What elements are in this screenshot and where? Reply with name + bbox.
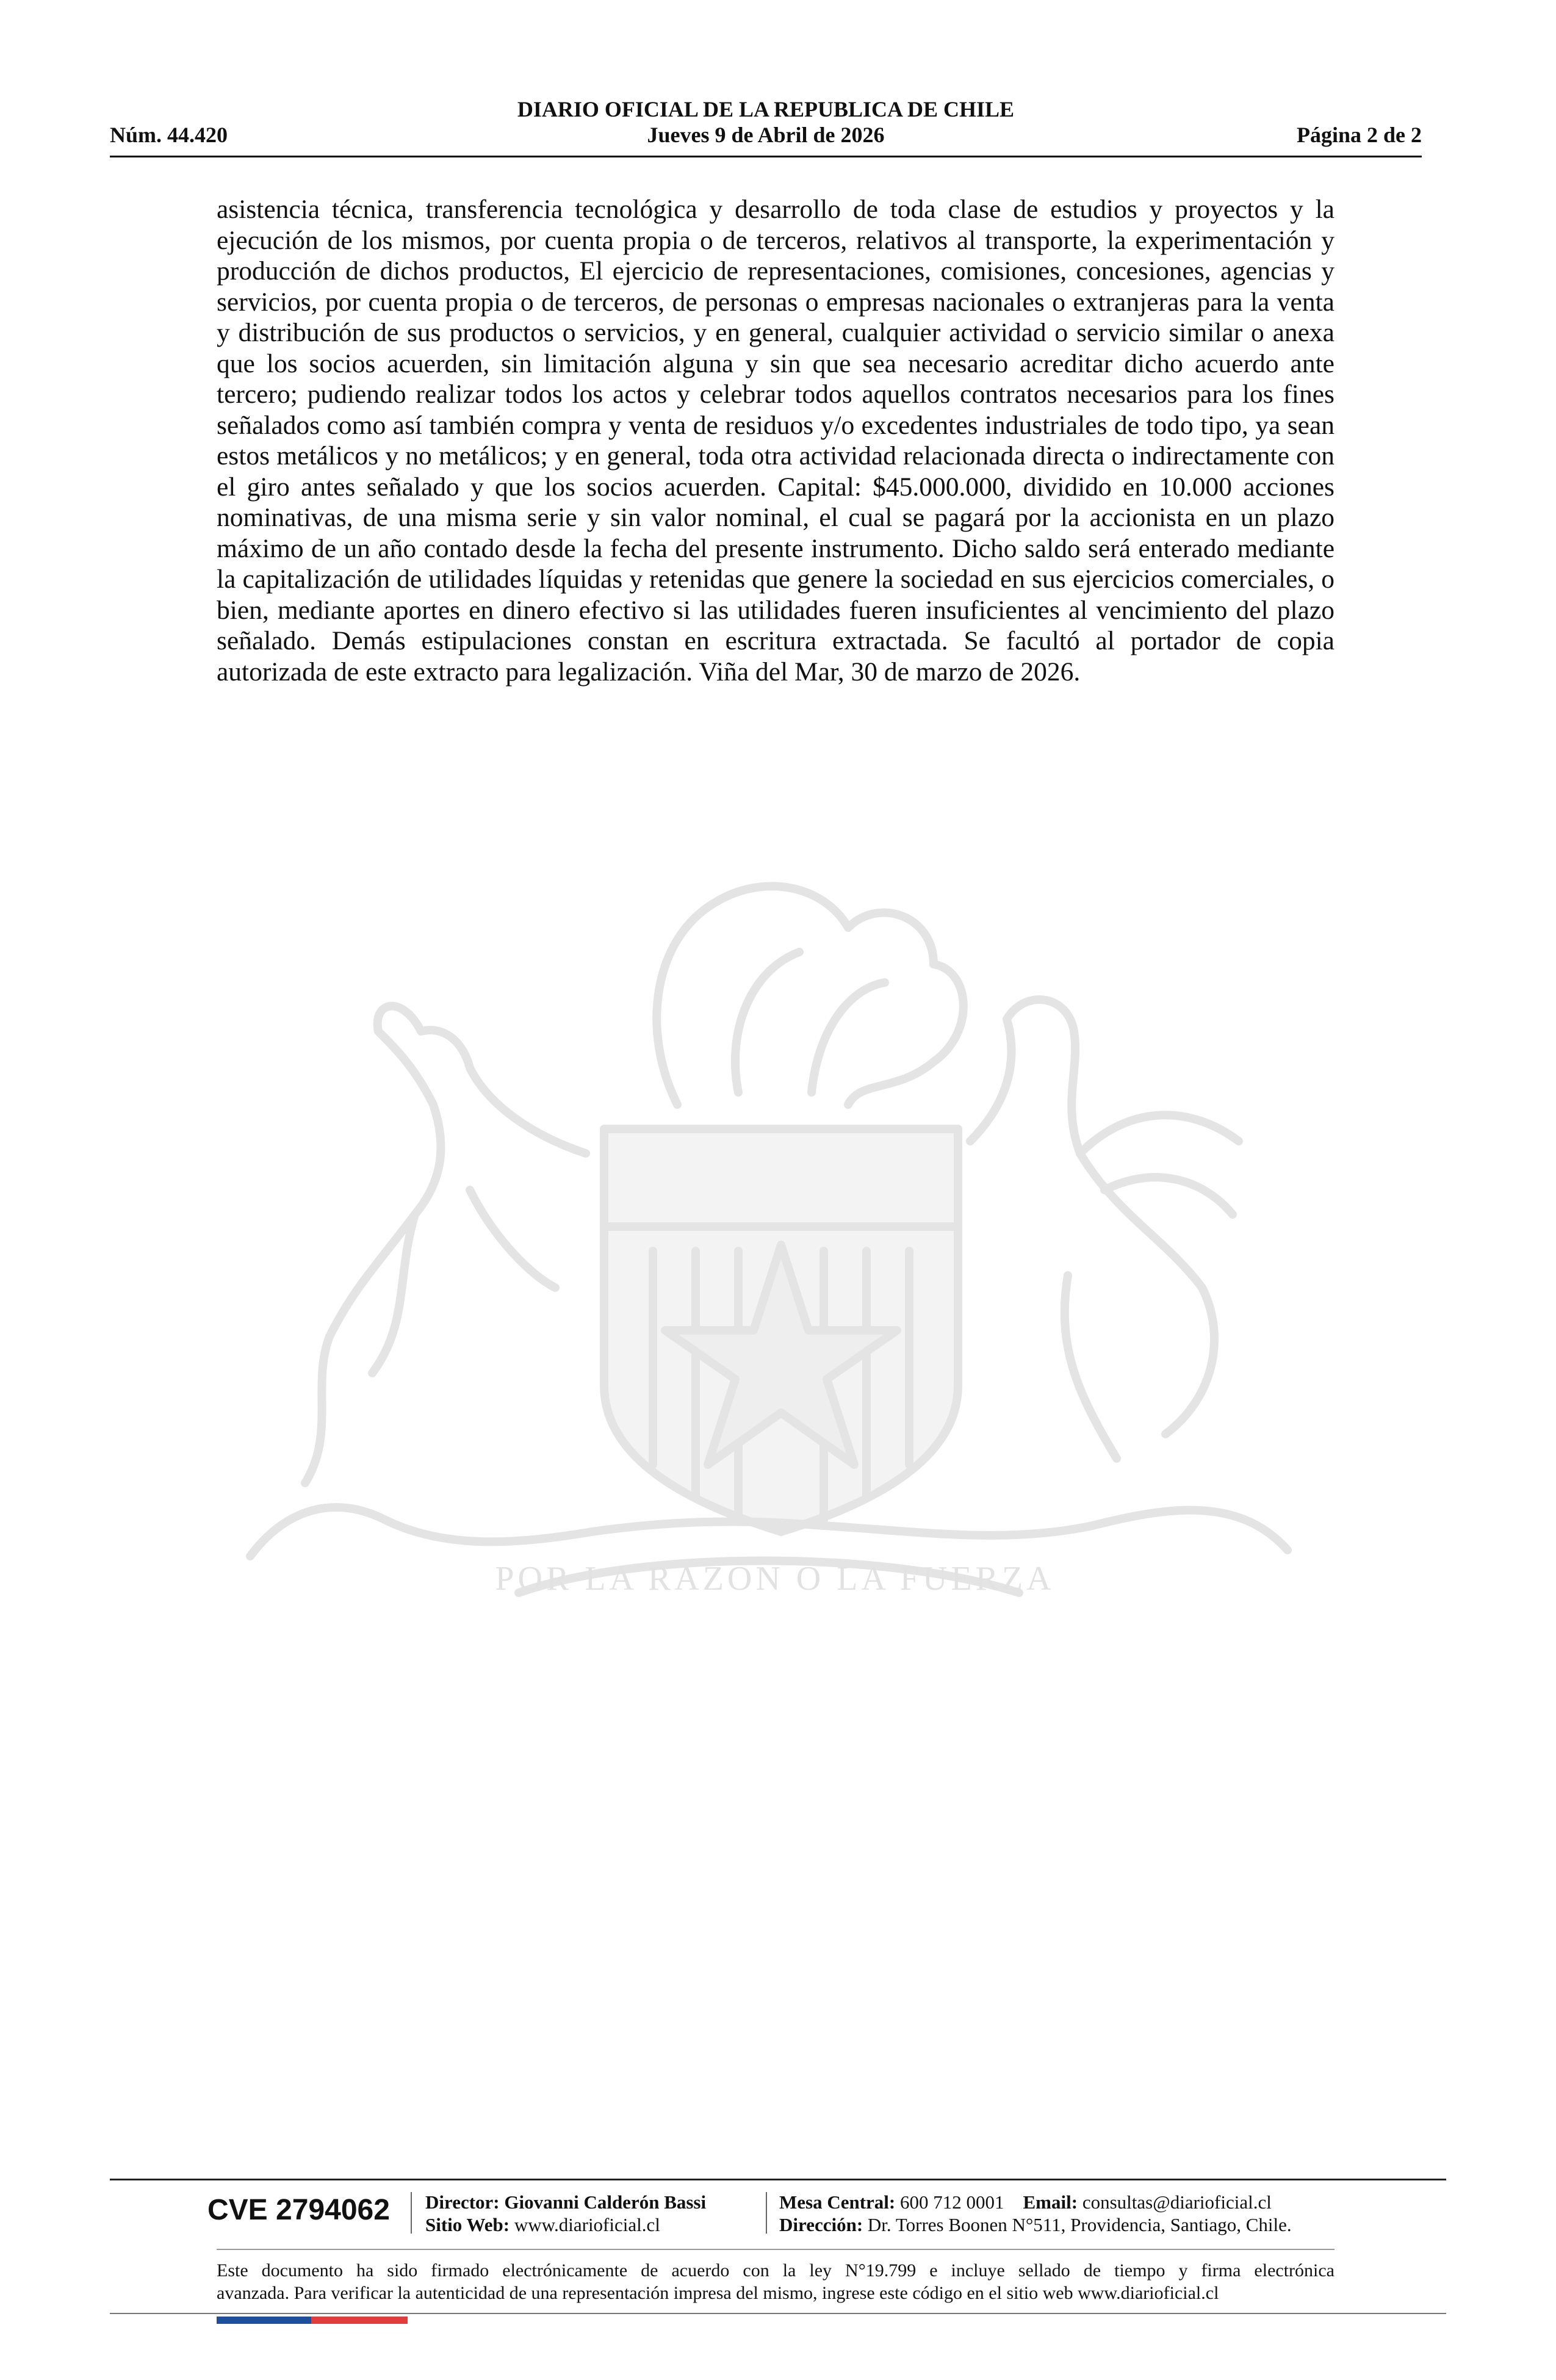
watermark-motto: POR LA RAZON O LA FUERZA <box>495 1560 1055 1598</box>
cve-code: CVE 2794062 <box>207 2194 390 2226</box>
legal-notice <box>217 2259 1334 2304</box>
mesa-phone: 600 712 0001 <box>900 2191 1004 2213</box>
footer-contact-block <box>779 2191 1292 2236</box>
issue-date: Jueves 9 de Abril de 2026 <box>647 123 885 147</box>
page-number: Página 2 de 2 <box>1296 123 1422 147</box>
footer-divider-bottom <box>110 2313 1446 2314</box>
address-value: Dr. Torres Boonen N°511, Providencia, Santiago, Chile. <box>867 2214 1292 2235</box>
footer-separator <box>411 2192 412 2234</box>
newspaper-title: DIARIO OFICIAL DE LA REPUBLICA DE CHILE <box>517 97 1015 121</box>
mesa-label: Mesa Central: <box>779 2191 896 2213</box>
legal-notice-line-1: Este documento ha sido firmado electrónicamente de acuerdo con la ley N°19.799 e incluye sellado de tiempo y firma electrónica <box>217 2260 1334 2281</box>
flag-stripe-blue <box>217 2317 311 2324</box>
legal-notice-line-2: avanzada. Para verificar la autenticidad de una representación impresa del mismo, ingrese este código en el sitio web www.diarioficial.cl <box>217 2283 1219 2303</box>
issue-number: Núm. 44.420 <box>110 123 228 147</box>
footer-divider-thin <box>217 2249 1334 2250</box>
flag-stripe-red <box>311 2317 408 2324</box>
footer-divider-top <box>110 2179 1446 2180</box>
page-header <box>110 92 1422 159</box>
web-link[interactable]: www.diarioficial.cl <box>514 2214 660 2235</box>
email-label: Email: <box>1023 2191 1078 2213</box>
coat-of-arms-watermark <box>214 848 1336 1660</box>
web-label: Sitio Web: <box>425 2214 510 2235</box>
extract-paragraph: asistencia técnica, transferencia tecnológica y desarrollo de toda clase de estudios y proyectos y la ejecución de los mismos, por cuenta propia o de terceros, relativos al transporte, la experimentación y producción de dichos productos, El ejercicio de representaciones, comisiones, concesiones, agencias y servicios, por cuenta propia o de terceros, de personas o empresas nacionales o extranjeras para la venta y distribución de sus productos o servicios, y en general, cualquier actividad o servicio similar o anexa que los socios acuerden, sin limitación alguna y sin que sea necesario acreditar dicho acuerdo ante tercero; pudiendo realizar todos los actos y celebrar todos aquellos contratos necesarios para los fines señalados como así también compra y venta de residuos y/o excedentes industriales de todo tipo, ya sean estos metálicos y no metálicos; y en general, toda otra actividad relacionada directa o indirectamente con el giro antes señalado y que los socios acuerden. Capital: $45.000.000, dividido en 10.000 acciones nominativas, de una misma serie y sin valor nominal, el cual se pagará por la accionista en un plazo máximo de un año contado desde la fecha del presente instrumento. Dicho saldo será enterado mediante la capitalización de utilidades líquidas y retenidas que genere la sociedad en sus ejercicios comerciales, o bien, mediante aportes en dinero efectivo si las utilidades fueren insuficientes al vencimiento del plazo señalado. Demás estipulaciones constan en escritura extractada. Se facultó al portador de copia autorizada de este extracto para legalización. Viña del Mar, 30 de marzo de 2026. <box>217 195 1334 687</box>
director-label: Director: <box>425 2191 500 2213</box>
header-divider <box>110 156 1422 157</box>
footer-separator <box>766 2192 767 2234</box>
director-name: Giovanni Calderón Bassi <box>504 2191 707 2213</box>
email-link[interactable]: consultas@diarioficial.cl <box>1082 2191 1272 2213</box>
address-label: Dirección: <box>779 2214 863 2235</box>
footer-director-block <box>425 2191 706 2236</box>
